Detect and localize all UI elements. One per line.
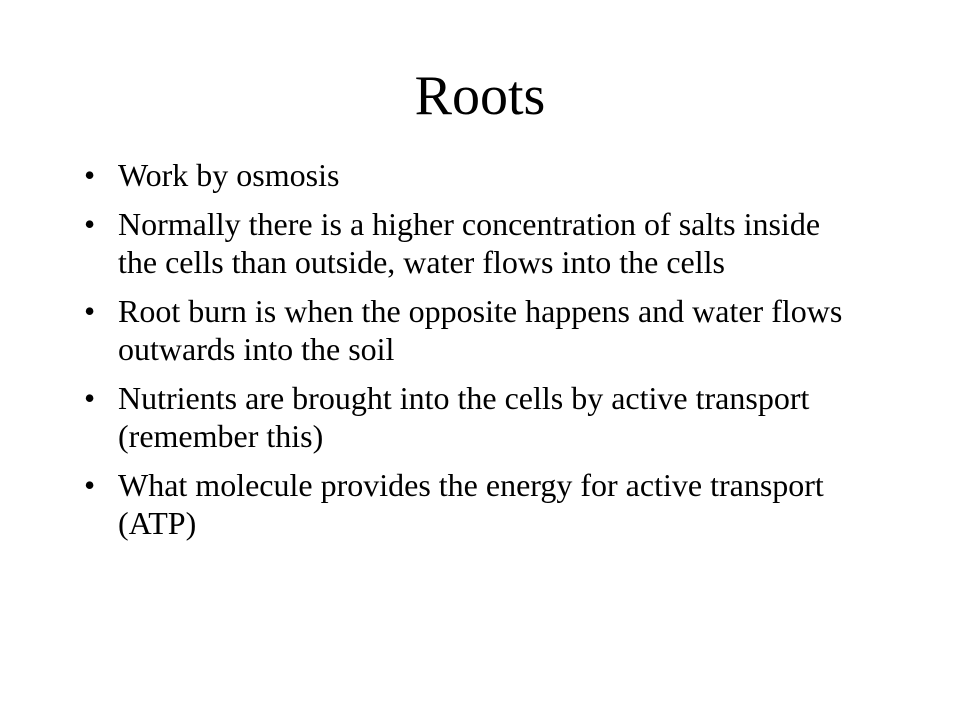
bullet-text: Work by osmosis (118, 157, 340, 193)
bullet-marker: • (84, 206, 96, 242)
bullet-marker: • (84, 293, 96, 329)
bullet-text: Root burn is when the opposite happens and water flows outwards into the soil (118, 293, 843, 367)
bullet-marker: • (84, 467, 96, 503)
bullet-text: Normally there is a higher concentration of salts inside the cells than outside, water flows into the cells (118, 206, 821, 280)
slide-title: Roots (414, 65, 546, 127)
bullet-item (84, 466, 844, 542)
bullet-text: What molecule provides the energy for active transport (ATP) (118, 467, 824, 541)
bullet-marker: • (84, 157, 96, 193)
bullet-list (84, 156, 844, 553)
bullet-item (84, 292, 844, 368)
bullet-item (84, 156, 844, 194)
bullet-item (84, 379, 844, 455)
bullet-marker: • (84, 380, 96, 416)
bullet-text: Nutrients are brought into the cells by active transport (remember this) (118, 380, 810, 454)
bullet-item (84, 205, 844, 281)
